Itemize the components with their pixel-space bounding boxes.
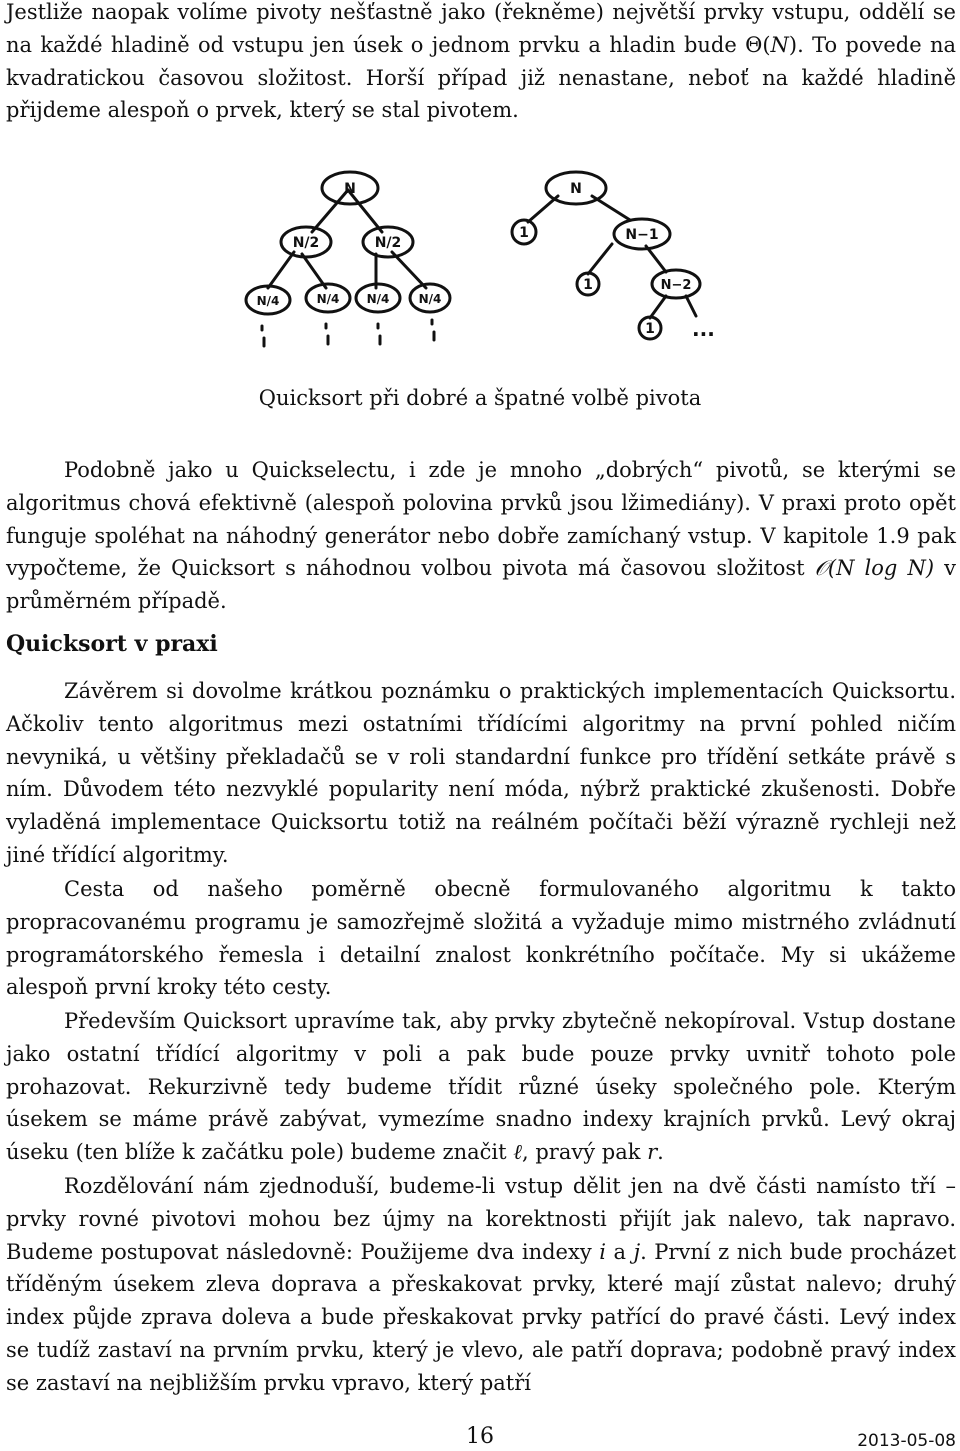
page-number: 16 (466, 1424, 494, 1449)
right-root-label: N (570, 181, 582, 197)
paragraph-in-place: Především Quicksort upravíme tak, aby prvky zbytečně nekopíroval. Vstup dostane jako ostatní třídící algoritmy v poli a pak bude pouze prvky uvnitř tohoto pole prohazovat. Rekurzivně tedy budeme třídit různé úseky společného pole. Kterým úsekem se máme právě zabývat, vymezíme snadno indexy krajních prvků. Levý okraj úseku (ten blíže k začátku pole) budeme značit ℓ, pravý pak r. (6, 1009, 956, 1165)
right-l2-label-a: 1 (583, 277, 593, 293)
paragraph-good-pivots: Podobně jako u Quickselectu, i zde je mnoho „dobrých“ pivotů, se kterými se algoritmus chová efektivně (alespoň polovina prvků jsou lžimediány). V praxi proto opět funguje spoléhat na náhodný generátor nebo dobře zamíchaný vstup. V kapitole 1.9 pak vypočteme, že Quicksort s náhodnou volbou pivota má časovou složitost 𝒪(N log N) v průměrném případě. (6, 458, 956, 614)
right-l2-label-b: N−2 (660, 278, 692, 293)
left-l2-label-a: N/4 (256, 294, 280, 308)
left-l2-label-b: N/4 (316, 292, 340, 306)
paragraph-path: Cesta od našeho poměrně obecně formulovaného algoritmu k takto propracovanému programu je samozřejmě složitá a vyžaduje mimo mistrného zvládnutí programátorského řemesla i detailní znalost konkrétního počítače. My si ukážeme alespoň první kroky této cesty. (6, 877, 956, 1000)
left-l1-label-a: N/2 (292, 235, 320, 251)
left-l2-label-d: N/4 (418, 292, 442, 306)
left-l1-label-b: N/2 (374, 235, 402, 251)
left-root-label: N (344, 181, 356, 197)
section-heading: Quicksort v praxi (6, 631, 218, 657)
paragraph-practice: Závěrem si dovolme krátkou poznámku o praktických implementacích Quicksortu. Ačkoliv tento algoritmus mezi ostatními třídícími algoritmy na první pohled ničím nevyniká, u většiny překladačů se v roli standardní funkce pro třídění setkáte právě s ním. Důvodem této nezvyklé popularity není móda, nýbrž praktické zkušenosti. Dobře vyladěná implementace Quicksortu totiž na reálném počítači běží výrazně rychleji než jiné třídící algoritmy. (6, 679, 956, 867)
paragraph-partition: Rozdělování nám zjednoduší, budeme-li vstup dělit jen na dvě části namísto tří – prvky rovné pivotovi mohou bez újmy na korektnosti přijít jak nalevo, tak napravo. Budeme postupovat následovně: Použijeme dva indexy i a j. První z nich bude procházet tříděným úsekem zleva doprava a přeskakovat prvky, které mají zůstat nalevo; druhý index půjde zprava doleva a bude přeskakovat prvky patřící do pravé části. Levý index se tudíž zastaví na prvním prvku, který je vlevo, ale patří doprava; podobně pravý index se zastaví na nejbližším prvku vpravo, který patří (6, 1174, 957, 1395)
right-l3-label: 1 (645, 321, 655, 337)
quicksort-trees-figure (230, 160, 740, 360)
paragraph-intro: Jestliže naopak volíme pivoty nešťastně jako (řekněme) největší prvky vstupu, oddělí se na každé hladině od vstupu jen úsek o jednom prvku a hladin bude Θ(N). To povede na kvadratickou časovou složitost. Horší případ již nenastane, neboť na každé hladině přijdeme alespoň o prvek, který se stal pivotem. (6, 0, 956, 123)
date-stamp: 2013-05-08 (857, 1431, 956, 1451)
right-l1-label-b: N−1 (625, 227, 659, 243)
left-l2-label-c: N/4 (366, 292, 390, 306)
right-ellipsis: ... (692, 317, 715, 341)
right-l1-label-a: 1 (519, 225, 529, 241)
figure-caption: Quicksort při dobré a špatné volbě pivota (258, 386, 702, 410)
